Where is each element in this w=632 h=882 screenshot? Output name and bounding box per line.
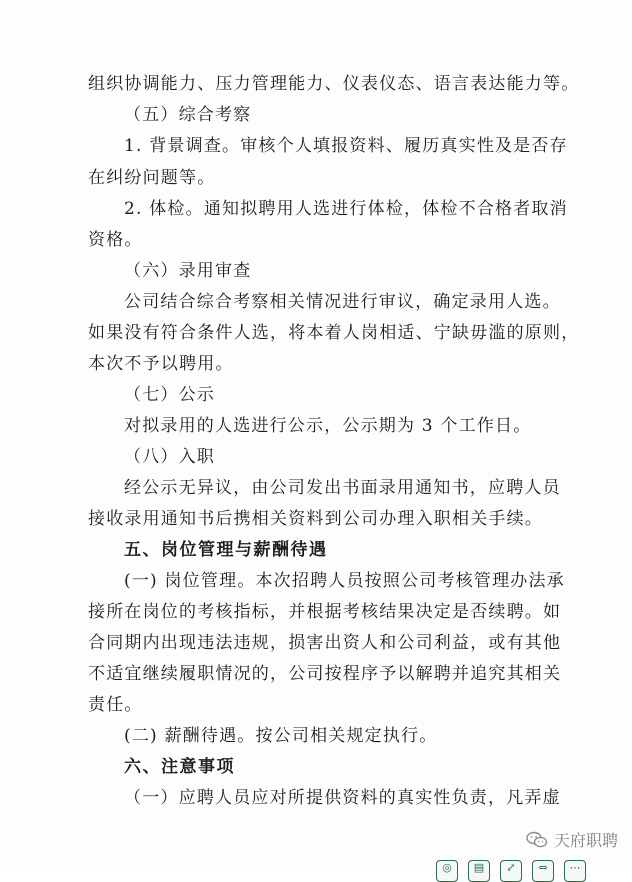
text-line: 组织协调能力、压力管理能力、仪表仪态、语言表达能力等。 xyxy=(88,74,580,94)
text-line: 在纠纷问题等。 xyxy=(88,168,216,188)
text-line: 合同期内出现违法违规，损害出资人和公司利益，或有其他 xyxy=(88,633,562,653)
text-line: 资格。 xyxy=(88,230,143,250)
text-line: (二) 薪酬待遇。按公司相关规定执行。 xyxy=(124,726,438,746)
text-line: 本次不予以聘用。 xyxy=(88,354,234,374)
viewer-toolbar xyxy=(436,860,632,874)
text-line: 责任。 xyxy=(88,695,143,715)
section-subheading: （八）入职 xyxy=(124,447,215,467)
section-subheading: （六）录用审查 xyxy=(124,261,252,281)
section-heading: 五、岗位管理与薪酬待遇 xyxy=(124,540,328,560)
wechat-icon xyxy=(526,831,548,849)
text-line: 公司结合综合考察相关情况进行审议，确定录用人选。 xyxy=(124,292,561,312)
text-line: （一）应聘人员应对所提供资料的真实性负责，凡弄虚 xyxy=(124,788,561,808)
zoom-icon[interactable]: ◎ xyxy=(436,860,458,882)
fit-width-icon[interactable]: ⇔ xyxy=(532,860,554,882)
text-line: 经公示无异议，由公司发出书面录用通知书，应聘人员 xyxy=(124,478,561,498)
text-line: 如果没有符合条件人选，将本着人岗相适、宁缺毋滥的原则， xyxy=(88,323,580,343)
watermark-label: 天府职聘 xyxy=(553,831,618,850)
document-icon[interactable]: ▤ xyxy=(468,860,490,882)
text-line: 1. 背景调查。审核个人填报资料、履历真实性及是否存 xyxy=(124,136,568,156)
section-subheading: （七）公示 xyxy=(124,385,215,405)
text-line: 接收录用通知书后携相关资料到公司办理入职相关手续。 xyxy=(88,509,543,529)
section-heading: 六、注意事项 xyxy=(124,757,235,777)
text-line: (一) 岗位管理。本次招聘人员按照公司考核管理办法承 xyxy=(124,571,565,591)
fullscreen-icon[interactable]: ⤢ xyxy=(500,860,522,882)
more-icon[interactable]: ⋯ xyxy=(564,860,586,882)
text-line: 接所在岗位的考核指标，并根据考核结果决定是否续聘。如 xyxy=(88,602,562,622)
text-line: 2. 体检。通知拟聘用人选进行体检，体检不合格者取消 xyxy=(124,199,568,219)
text-line: 不适宜继续履职情况的，公司按程序予以解聘并追究其相关 xyxy=(88,664,562,684)
section-subheading: （五）综合考察 xyxy=(124,105,252,125)
watermark xyxy=(526,828,618,851)
text-line: 对拟录用的人选进行公示，公示期为 3 个工作日。 xyxy=(124,416,532,436)
